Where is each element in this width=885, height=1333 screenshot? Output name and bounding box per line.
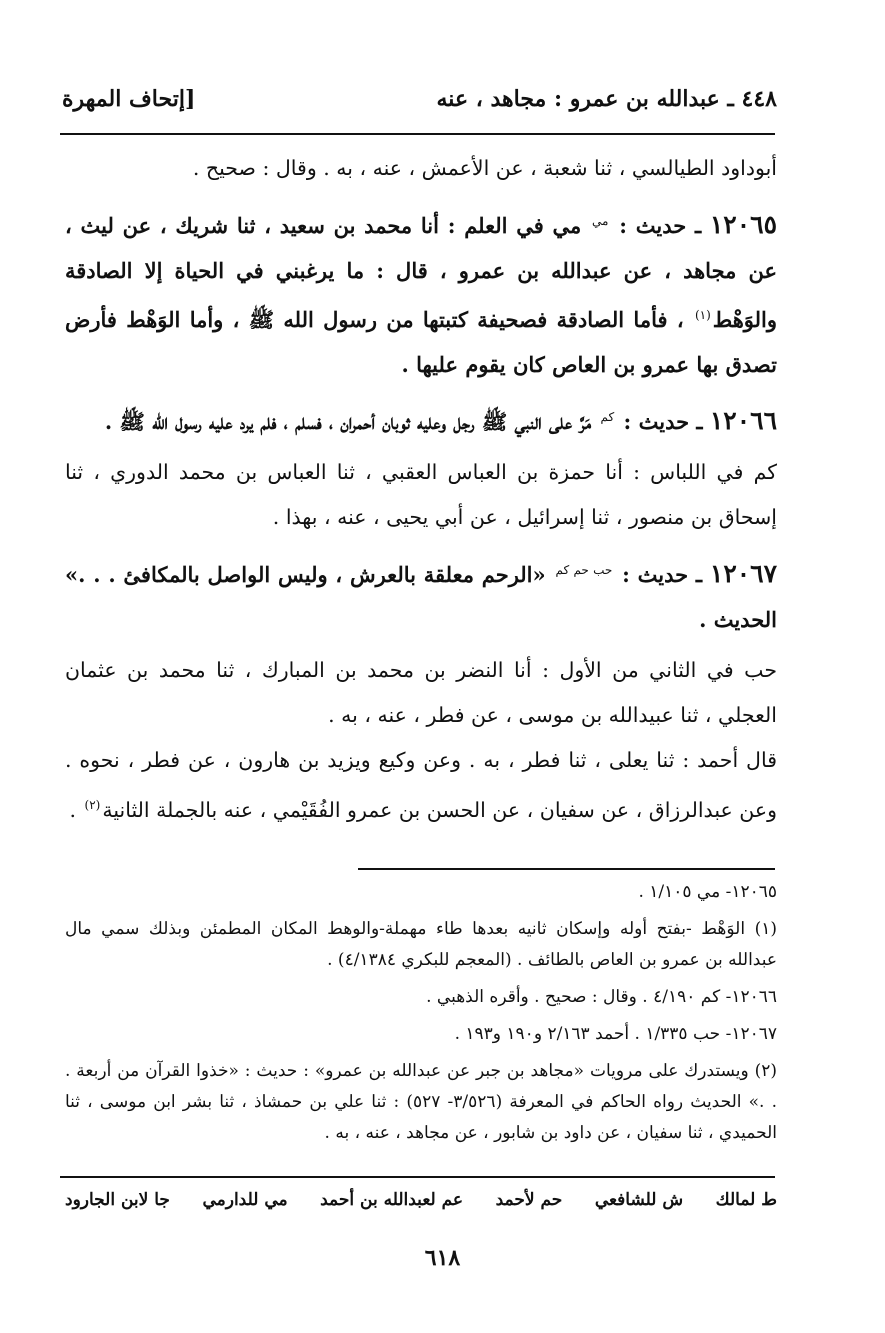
footnote-item: (٢) ويستدرك على مرويات «مجاهد بن جبر عن عبدالله بن عمرو» : حديث : «خذوا القرآن من أربعة . . .» الحديث رواه الحاكم في المعرفة (٣/٥٢٦- ٥٢٧) : ثنا علي بن حمشاذ ، ثنا بشر ابن موسى ، ثنا الحميدي ، ثنا سفيان ، عن داود بن شابور ، عن مجاهد ، عنه ، به .: [65, 1061, 777, 1143]
abbreviations-rule: [60, 1176, 775, 1178]
hadith-12065: [65, 199, 777, 387]
abbreviation-item: ط لمالك: [715, 1190, 777, 1210]
hadith-number: ١٢٠٦٥: [709, 210, 777, 239]
header-title: ٤٤٨ ـ عبدالله بن عمرو : مجاهد ، عنه: [436, 86, 777, 112]
hadith-text: مَرَّ على النبي ﷺ رجل وعليه ثوبان أحمران ، فسلم ، فلم يرد عليه رسول الله ﷺ .: [104, 409, 592, 434]
page-number: ٦١٨: [424, 1245, 461, 1271]
header-rule: [60, 133, 775, 135]
footnote-item: ١٢٠٦٧- حب ١/٣٣٥ . أحمد ٢/١٦٣ و١٩٠ و١٩٣ .: [454, 1024, 777, 1044]
hadith-number: ١٢٠٦٦: [709, 406, 777, 435]
hadith-number: ١٢٠٦٧: [709, 559, 778, 588]
footnote-rule: [358, 868, 775, 870]
footnote-item: (١) الوَهْط -بفتح أوله وإسكان ثانيه بعدها طاء مهملة-والوهط المكان المطمئن وبذلك سمي مال عبدالله بن عمرو بن العاص بالطائف . (المعجم للبكري ٤/١٣٨٤) .: [65, 919, 777, 970]
source-marker: مي: [592, 214, 609, 228]
hadith-12067: [65, 548, 777, 642]
source-marker: كم: [600, 410, 615, 424]
abbreviation-item: مي للدارمي: [202, 1190, 288, 1210]
paragraph-isnad: [65, 738, 777, 833]
hadith-12066: [65, 395, 777, 444]
paragraph-chain-end: أبوداود الطيالسي ، ثنا شعبة ، عن الأعمش ، عنه ، به . وقال : صحيح .: [192, 156, 777, 180]
source-marker: حب حم كم: [555, 563, 613, 577]
abbreviation-item: ش للشافعي: [594, 1190, 684, 1210]
abbreviation-item: عم لعبدالله بن أحمد: [320, 1190, 464, 1210]
hadith-label: ـ حديث :: [623, 409, 703, 434]
hadith-text: مي في العلم : أنا محمد بن سعيد ، ثنا شريك ، عن ليث ، عن مجاهد ، عن عبدالله بن عمرو ، قال : ما يرغبني في الحياة إلا الصادقة والوَهْط: [65, 213, 778, 332]
hadith-label: ـ حديث :: [622, 562, 703, 587]
paragraph-isnad: حب في الثاني من الأول : أنا النضر بن محمد بن المبارك ، ثنا محمد بن عثمان العجلي ، ثنا عبيدالله بن موسى ، عن فطر ، عنه ، به .: [65, 658, 777, 727]
footnotes: [65, 877, 777, 1155]
main-text: [65, 146, 777, 833]
hadith-label: ـ حديث :: [619, 213, 702, 238]
hadith-text-continued: ، فأما الصادقة فصحيفة كتبتها من رسول الله ﷺ ، وأما الوَهْط فأرض تصدق بها عمرو بن العاص كان يقوم عليها .: [65, 307, 777, 377]
header-book-title: [إتحاف المهرة: [62, 86, 196, 112]
footnote-ref: (١): [694, 308, 711, 322]
running-header: [62, 82, 777, 122]
paragraph-end: .: [69, 797, 83, 822]
hadith-text: «الرحم معلقة بالعرش ، وليس الواصل بالمكافئ . . .» الحديث .: [65, 562, 777, 632]
footnote-ref: (٢): [84, 798, 101, 812]
abbreviation-item: جا لابن الجارود: [65, 1190, 170, 1210]
paragraph-isnad: كم في اللباس : أنا حمزة بن العباس العقبي ، ثنا العباس بن محمد الدوري ، ثنا إسحاق بن منصور ، ثنا إسرائيل ، عن أبي يحيى ، عنه ، بهذا .: [65, 460, 777, 529]
footnote-item: ١٢٠٦٥- مي ١/١٠٥ .: [638, 882, 777, 902]
paragraph-text: قال أحمد : ثنا يعلى ، ثنا فطر ، به . وعن وكيع ويزيد بن هارون ، عن فطر ، نحوه . وعن عبدالرزاق ، عن سفيان ، عن الحسن بن عمرو الفُقَيْمي ، عنه بالجملة الثانية: [65, 748, 777, 822]
footnote-item: ١٢٠٦٦- كم ٤/١٩٠ . وقال : صحيح . وأقره الذهبي .: [426, 987, 777, 1007]
abbreviation-item: حم لأحمد: [495, 1190, 563, 1210]
abbreviations-key: [65, 1190, 777, 1210]
